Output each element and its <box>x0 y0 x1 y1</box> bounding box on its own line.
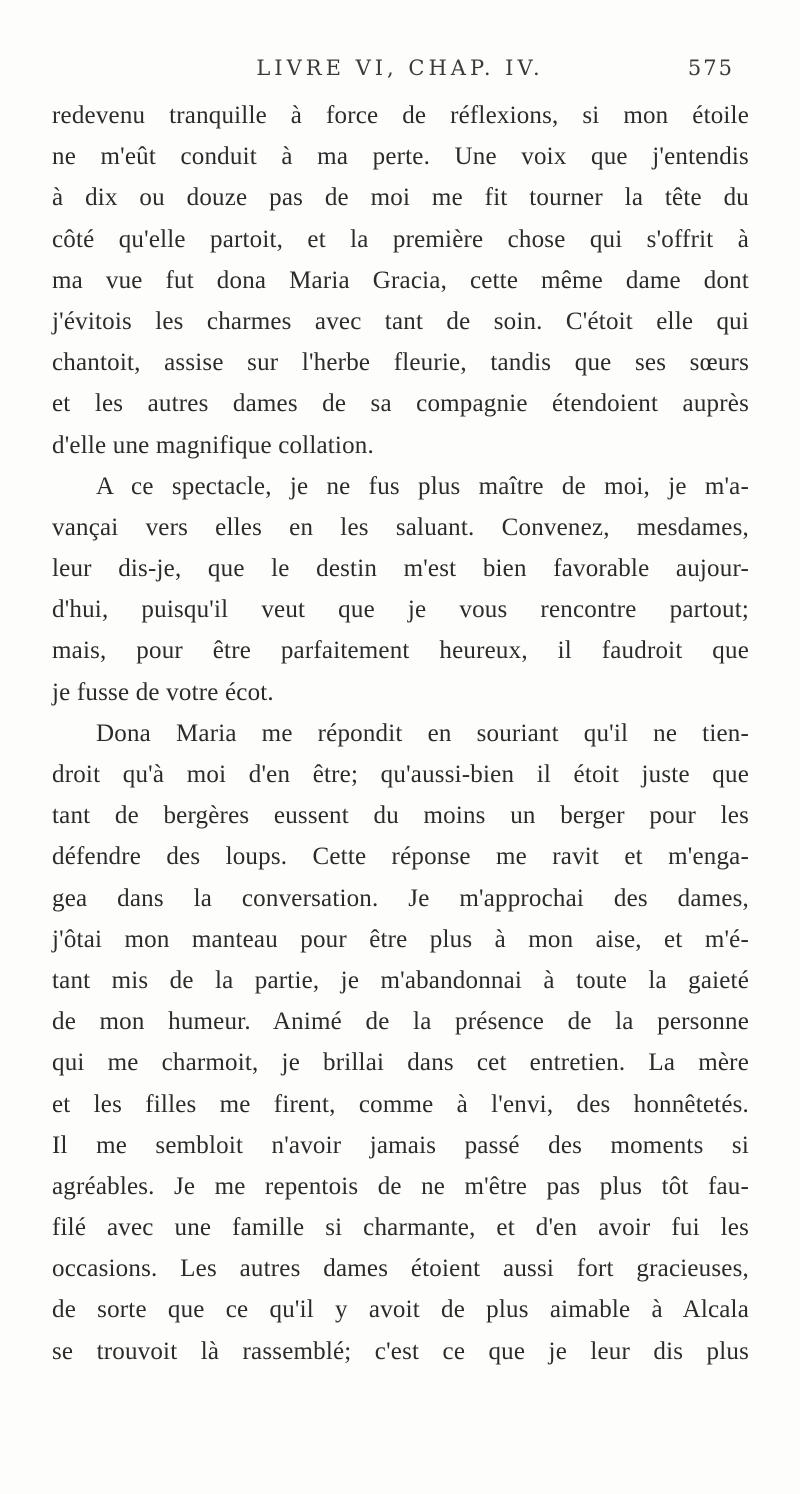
text-line: vançai vers elles en les saluant. Convenez, mesdames, <box>52 513 749 541</box>
text-line: et les filles me firent, comme à l'envi, des honnêtetés. <box>52 1090 749 1118</box>
body-text <box>52 95 749 1372</box>
text-line: agréables. Je me repentois de ne m'être pas plus tôt fau- <box>52 1172 749 1200</box>
text-line: leur dis-je, que le destin m'est bien favorable aujour- <box>52 555 749 583</box>
text-line: Il me sembloit n'avoir jamais passé des moments si <box>52 1131 749 1159</box>
text-line: droit qu'à moi d'en être; qu'aussi-bien il étoit juste que <box>52 761 749 788</box>
text-line: à dix ou douze pas de moi me fit tourner la tête du <box>52 184 749 212</box>
text-line: ma vue fut dona Maria Gracia, cette même dame dont <box>52 266 749 294</box>
text-line: occasions. Les autres dames étoient aussi fort gracieuses, <box>52 1255 749 1283</box>
text-line: mais, pour être parfaitement heureux, il faudroit que <box>52 637 749 665</box>
page-number: 575 <box>687 56 734 80</box>
paragraph-start-line: A ce spectacle, je ne fus plus maître de moi, je m'a- <box>96 472 749 500</box>
text-line: de sorte que ce qu'il y avoit de plus aimable à Alcala <box>52 1296 749 1324</box>
text-line: ne m'eût conduit à ma perte. Une voix que j'entendis <box>52 143 749 171</box>
text-line: filé avec une famille si charmante, et d'en avoir fui les <box>52 1214 749 1242</box>
paragraph-end-line: je fusse de votre écot. <box>52 678 274 706</box>
text-line: défendre des loups. Cette réponse me ravit et m'enga- <box>52 843 749 871</box>
text-line: gea dans la conversation. Je m'approchai des dames, <box>52 884 749 912</box>
paragraph-start-line: Dona Maria me répondit en souriant qu'il ne tien- <box>96 719 749 747</box>
text-line: redevenu tranquille à force de réflexions, si mon étoile <box>52 102 749 129</box>
text-line: j'évitois les charmes avec tant de soin. C'étoit elle qui <box>52 307 749 335</box>
text-line: côté qu'elle partoit, et la première chose qui s'offrit à <box>52 225 749 253</box>
paragraph-end-line: d'elle une magnifique collation. <box>52 431 374 459</box>
text-line: et les autres dames de sa compagnie étendoient auprès <box>52 390 749 418</box>
text-line: j'ôtai mon manteau pour être plus à mon aise, et m'é- <box>52 925 749 953</box>
text-line: tant mis de la partie, je m'abandonnai à toute la gaieté <box>52 966 749 994</box>
text-line: d'hui, puisqu'il veut que je vous rencontre partout; <box>52 596 749 624</box>
running-title: LIVRE VI, CHAP. IV. <box>256 56 544 80</box>
text-line: qui me charmoit, je brillai dans cet entretien. La mère <box>52 1049 749 1077</box>
text-line: chantoit, assise sur l'herbe fleurie, tandis que ses sœurs <box>52 349 749 377</box>
running-head <box>0 56 800 86</box>
text-line: de mon humeur. Animé de la présence de la personne <box>52 1008 749 1036</box>
text-line: se trouvoit là rassemblé; c'est ce que je leur dis plus <box>52 1337 749 1365</box>
text-line: tant de bergères eussent du moins un berger pour les <box>52 802 749 830</box>
